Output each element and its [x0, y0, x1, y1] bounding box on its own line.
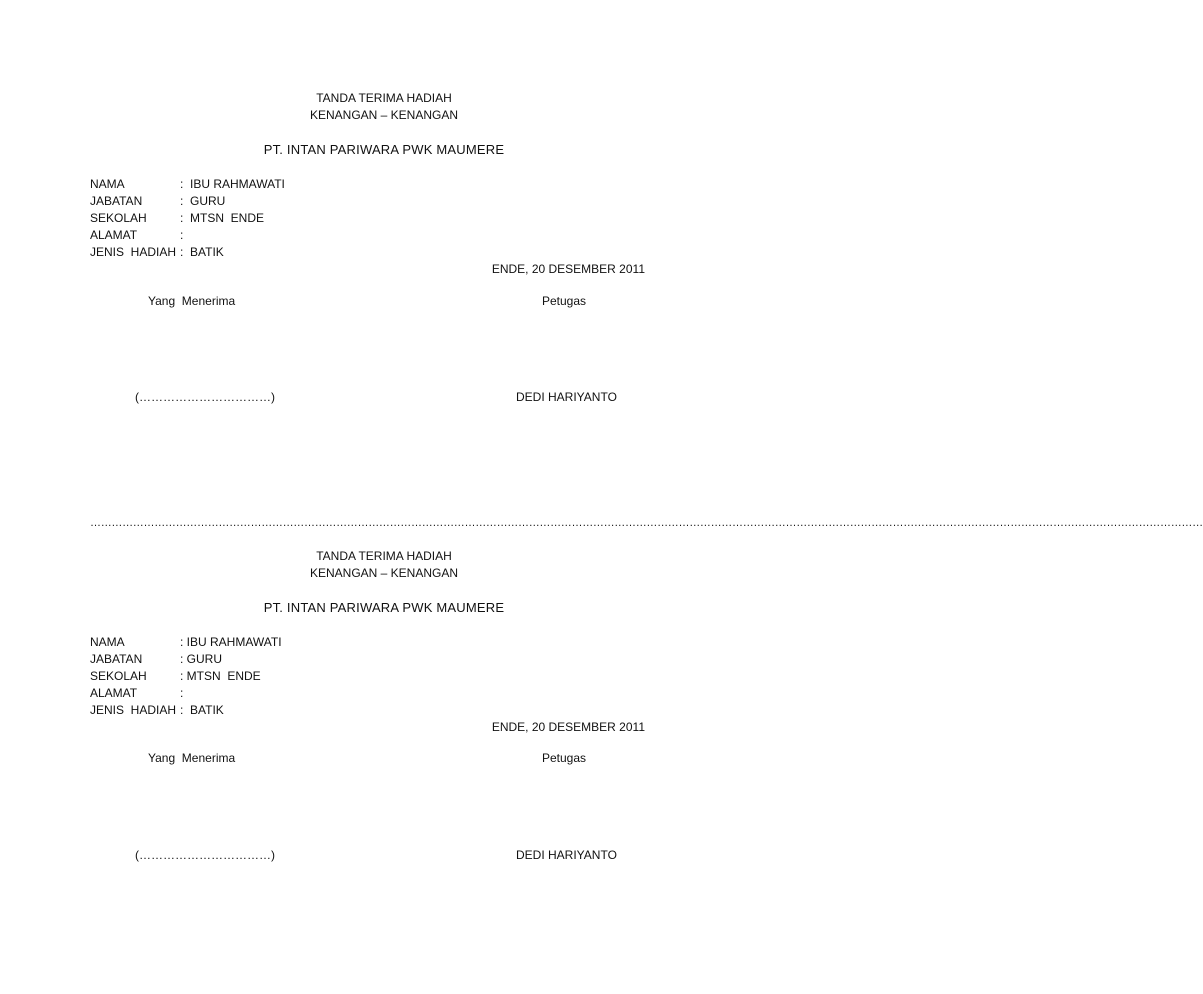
- place-date: ENDE, 20 DESEMBER 2011: [491, 262, 645, 276]
- field-label-nama: NAMA: [90, 635, 125, 649]
- receipt-title: TANDA TERIMA HADIAH: [316, 549, 452, 563]
- receipt-subtitle: KENANGAN – KENANGAN: [309, 566, 459, 580]
- officer-name: DEDI HARIYANTO: [516, 390, 617, 404]
- field-label-nama: NAMA: [90, 177, 125, 191]
- field-value-nama: : IBU RAHMAWATI: [180, 635, 282, 649]
- receiver-label: Yang Menerima: [148, 294, 236, 308]
- company-name: PT. INTAN PARIWARA PWK MAUMERE: [263, 600, 505, 615]
- field-value-sekolah: : MTSN ENDE: [180, 211, 265, 225]
- field-value-jabatan: : GURU: [180, 652, 222, 666]
- receiver-label: Yang Menerima: [148, 751, 236, 765]
- place-date: ENDE, 20 DESEMBER 2011: [491, 720, 645, 734]
- company-name: PT. INTAN PARIWARA PWK MAUMERE: [263, 142, 505, 157]
- field-label-jenis-hadiah: JENIS HADIAH: [90, 245, 177, 259]
- field-value-jabatan: : GURU: [180, 194, 226, 208]
- field-value-alamat: :: [180, 228, 184, 242]
- officer-label: Petugas: [542, 751, 587, 765]
- receiver-signature-line: (……………………………): [135, 848, 275, 862]
- cut-line-separator: ……………………………………………………………………………………………………………………………………………………………………………………………………………………………………………………………………………………: [90, 517, 1203, 529]
- field-label-sekolah: SEKOLAH: [90, 669, 147, 683]
- field-label-sekolah: SEKOLAH: [90, 211, 147, 225]
- receiver-signature-line: (……………………………): [135, 390, 275, 404]
- officer-name: DEDI HARIYANTO: [516, 848, 617, 862]
- receipt-title: TANDA TERIMA HADIAH: [316, 91, 452, 105]
- field-value-jenis-hadiah: : BATIK: [180, 245, 224, 259]
- field-value-jenis-hadiah: : BATIK: [180, 703, 224, 717]
- field-label-jenis-hadiah: JENIS HADIAH: [90, 703, 177, 717]
- field-value-alamat: :: [180, 686, 184, 700]
- field-value-sekolah: : MTSN ENDE: [180, 669, 261, 683]
- officer-label: Petugas: [542, 294, 587, 308]
- field-label-jabatan: JABATAN: [90, 194, 143, 208]
- field-label-alamat: ALAMAT: [90, 228, 138, 242]
- field-label-alamat: ALAMAT: [90, 686, 138, 700]
- field-label-jabatan: JABATAN: [90, 652, 143, 666]
- field-value-nama: : IBU RAHMAWATI: [180, 177, 285, 191]
- receipt-subtitle: KENANGAN – KENANGAN: [309, 108, 459, 122]
